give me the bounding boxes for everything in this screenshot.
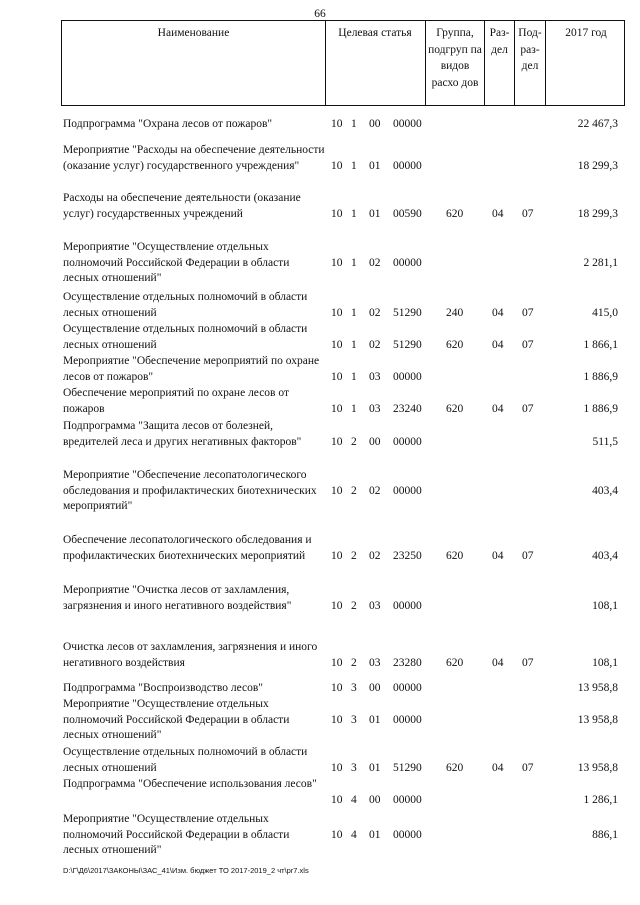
amount-cell: 18 299,3	[577, 207, 618, 220]
amount-cell: 2 281,1	[583, 256, 618, 269]
row-name: Подпрограмма "Охрана лесов от пожаров"	[63, 118, 273, 130]
code-part-4: 00000	[393, 256, 422, 269]
amount-cell: 108,1	[592, 656, 618, 669]
section-cell: 04	[492, 306, 504, 319]
code-part-2: 2	[351, 656, 357, 669]
code-part-4: 00000	[393, 682, 422, 694]
code-part-1: 10	[331, 256, 343, 269]
code-part-1: 10	[331, 159, 343, 172]
code-part-4: 51290	[393, 761, 422, 774]
code-part-4: 23250	[393, 549, 422, 562]
code-part-2: 1	[351, 306, 357, 319]
section-cell: 04	[492, 549, 504, 562]
code-part-4: 00000	[393, 118, 422, 130]
code-part-2: 2	[351, 549, 357, 562]
code-part-4: 51290	[393, 306, 422, 319]
code-part-1: 10	[331, 549, 343, 562]
subsection-cell: 07	[522, 549, 534, 562]
header-subsection: Под- раз- дел	[518, 27, 542, 72]
code-part-3: 02	[369, 306, 381, 319]
code-part-2: 3	[351, 761, 357, 774]
subsection-cell: 07	[522, 207, 534, 220]
code-part-3: 02	[369, 256, 381, 269]
code-part-1: 10	[331, 713, 343, 726]
row-name: Подпрограмма "Воспроизводство лесов"	[63, 682, 263, 694]
code-part-4: 51290	[393, 338, 422, 351]
row-name: Мероприятие "Обеспечение лесопатологического обследования и профилактических биотехнических мероприятий"	[63, 469, 317, 512]
row-name: Мероприятие "Осуществление отдельных полномочий Российской Федерации в области лесных отношений"	[63, 813, 290, 856]
amount-cell: 1 886,9	[583, 402, 618, 415]
amount-cell: 1 886,9	[583, 370, 618, 383]
code-part-2: 1	[351, 370, 357, 383]
code-part-2: 3	[351, 713, 357, 726]
expense-group-cell: 620	[446, 549, 464, 562]
header-year: 2017 год	[565, 27, 607, 39]
code-part-1: 10	[331, 828, 343, 841]
code-part-2: 1	[351, 402, 357, 415]
page-number: 66	[314, 8, 326, 20]
code-part-3: 00	[369, 118, 381, 130]
code-part-2: 2	[351, 435, 357, 448]
code-part-4: 23240	[393, 402, 422, 415]
subsection-cell: 07	[522, 338, 534, 351]
row-name: Мероприятие "Осуществление отдельных полномочий Российской Федерации в области лесных отношений"	[63, 241, 290, 284]
section-cell: 04	[492, 656, 504, 669]
code-part-4: 00590	[393, 207, 422, 220]
expense-group-cell: 620	[446, 402, 464, 415]
row-name: Мероприятие "Обеспечение мероприятий по охране лесов от пожаров"	[63, 355, 320, 383]
code-part-4: 00000	[393, 793, 422, 806]
code-part-3: 02	[369, 338, 381, 351]
code-part-4: 00000	[393, 159, 422, 172]
code-part-2: 1	[351, 207, 357, 220]
row-name: Очистка лесов от захламления, загрязнения и иного негативного воздействия	[63, 641, 318, 669]
amount-cell: 13 958,8	[577, 713, 618, 726]
row-name: Мероприятие "Очистка лесов от захламления, загрязнения и иного негативного воздействия"	[63, 584, 292, 612]
amount-cell: 1 286,1	[583, 793, 618, 806]
code-part-3: 03	[369, 402, 381, 415]
code-part-1: 10	[331, 793, 343, 806]
header-group: Группа, подгруп па видов расхо дов	[428, 27, 482, 89]
code-part-1: 10	[331, 207, 343, 220]
code-part-1: 10	[331, 370, 343, 383]
amount-cell: 18 299,3	[577, 159, 618, 172]
row-name: Обеспечение лесопатологического обследования и профилактических биотехнических мероприятий	[63, 534, 312, 562]
code-part-2: 3	[351, 682, 357, 694]
expense-group-cell: 620	[446, 656, 464, 669]
code-part-2: 1	[351, 256, 357, 269]
code-part-3: 01	[369, 207, 381, 220]
code-part-1: 10	[331, 402, 343, 415]
row-name: Подпрограмма "Защита лесов от болезней, вредителей леса и других негативных факторов"	[63, 420, 302, 448]
amount-cell: 415,0	[592, 306, 618, 319]
row-name: Подпрограмма "Обеспечение использования лесов"	[63, 778, 317, 790]
code-part-3: 01	[369, 828, 381, 841]
code-part-4: 00000	[393, 484, 422, 497]
code-part-4: 00000	[393, 370, 422, 383]
code-part-1: 10	[331, 306, 343, 319]
code-part-3: 03	[369, 599, 381, 612]
subsection-cell: 07	[522, 656, 534, 669]
code-part-1: 10	[331, 599, 343, 612]
expense-group-cell: 620	[446, 761, 464, 774]
section-cell: 04	[492, 338, 504, 351]
subsection-cell: 07	[522, 306, 534, 319]
code-part-2: 2	[351, 599, 357, 612]
row-name: Расходы на обеспечение деятельности (оказание услуг) государственных учреждений	[63, 192, 301, 220]
code-part-4: 00000	[393, 828, 422, 841]
section-cell: 04	[492, 402, 504, 415]
code-part-2: 4	[351, 793, 357, 806]
table-header	[61, 20, 625, 106]
code-part-3: 00	[369, 682, 381, 694]
amount-cell: 886,1	[592, 828, 618, 841]
row-name: Осуществление отдельных полномочий в области лесных отношений	[63, 323, 308, 351]
code-part-4: 00000	[393, 435, 422, 448]
header-target: Целевая статья	[338, 27, 412, 39]
code-part-2: 2	[351, 484, 357, 497]
file-path: D:\Г\Д6\2017\ЗАКОНЫ\ЗАС_41\Изм. бюджет ТО 2017-2019_2 чт\pr7.xls	[63, 866, 309, 875]
code-part-1: 10	[331, 761, 343, 774]
subsection-cell: 07	[522, 761, 534, 774]
code-part-3: 02	[369, 484, 381, 497]
amount-cell: 22 467,3	[577, 118, 618, 130]
row-name: Мероприятие "Осуществление отдельных полномочий Российской Федерации в области лесных отношений"	[63, 698, 290, 741]
code-part-4: 00000	[393, 599, 422, 612]
code-part-2: 1	[351, 338, 357, 351]
row-name: Мероприятие "Расходы на обеспечение деятельности (оказание услуг) государственного учреждения"	[63, 144, 325, 172]
section-cell: 04	[492, 207, 504, 220]
expense-group-cell: 620	[446, 207, 464, 220]
header-section: Раз- дел	[489, 27, 510, 56]
code-part-3: 02	[369, 549, 381, 562]
amount-cell: 13 958,8	[577, 761, 618, 774]
expense-group-cell: 620	[446, 338, 464, 351]
code-part-3: 00	[369, 793, 381, 806]
code-part-3: 00	[369, 435, 381, 448]
row-name: Обеспечение мероприятий по охране лесов от пожаров	[63, 387, 289, 415]
code-part-1: 10	[331, 484, 343, 497]
code-part-3: 03	[369, 370, 381, 383]
code-part-2: 1	[351, 118, 357, 130]
code-part-2: 4	[351, 828, 357, 841]
code-part-1: 10	[331, 435, 343, 448]
code-part-2: 1	[351, 159, 357, 172]
code-part-3: 03	[369, 656, 381, 669]
header-name: Наименование	[157, 27, 230, 39]
code-part-1: 10	[331, 338, 343, 351]
subsection-cell: 07	[522, 402, 534, 415]
amount-cell: 108,1	[592, 599, 618, 612]
code-part-1: 10	[331, 656, 343, 669]
code-part-3: 01	[369, 761, 381, 774]
code-part-4: 00000	[393, 713, 422, 726]
amount-cell: 511,5	[592, 435, 618, 448]
expense-group-cell: 240	[446, 306, 464, 319]
amount-cell: 13 958,8	[577, 682, 618, 694]
section-cell: 04	[492, 761, 504, 774]
row-name: Осуществление отдельных полномочий в области лесных отношений	[63, 291, 308, 319]
code-part-4: 23280	[393, 656, 422, 669]
amount-cell: 403,4	[592, 549, 618, 562]
amount-cell: 403,4	[592, 484, 618, 497]
code-part-1: 10	[331, 118, 343, 130]
code-part-3: 01	[369, 159, 381, 172]
row-name: Осуществление отдельных полномочий в области лесных отношений	[63, 746, 308, 774]
code-part-1: 10	[331, 682, 343, 694]
code-part-3: 01	[369, 713, 381, 726]
amount-cell: 1 866,1	[583, 338, 618, 351]
